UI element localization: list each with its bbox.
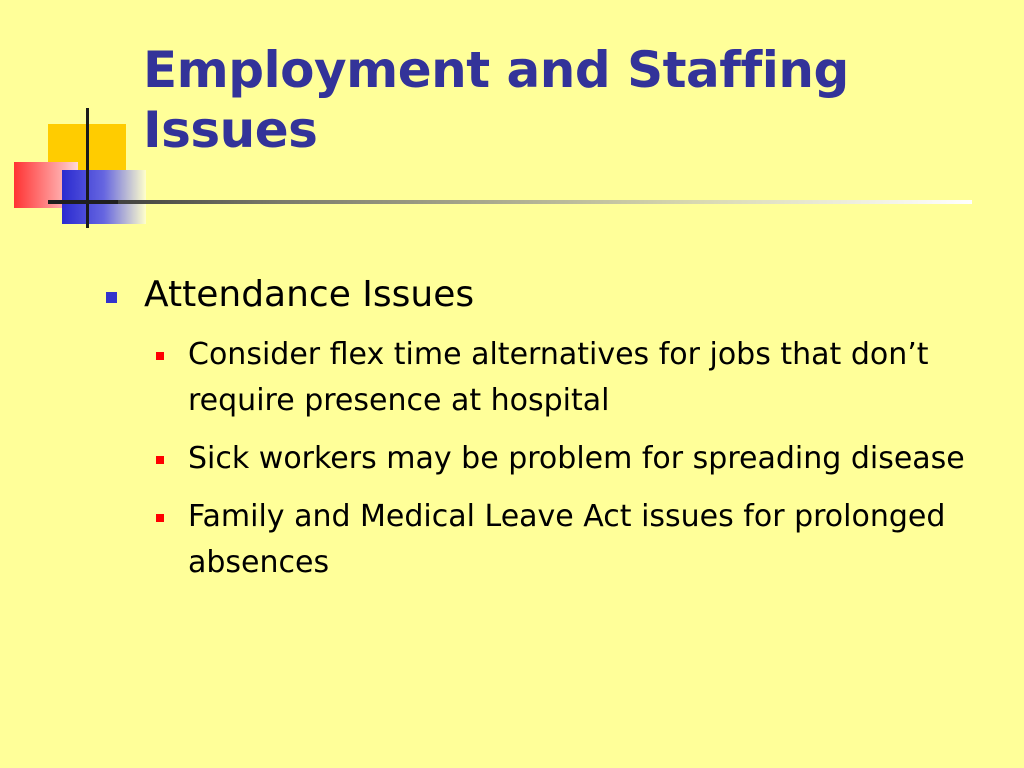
square-bullet-icon [156, 456, 164, 464]
title-underline [48, 200, 972, 204]
square-bullet-icon [106, 292, 117, 303]
blue-gradient-square [62, 170, 146, 224]
sub-bullet-text: Consider flex time alternatives for jobs that don’t require presence at hospital [188, 337, 929, 418]
sub-bullet-text: Family and Medical Leave Act issues for prolonged absences [188, 499, 946, 580]
sub-bullet-list [104, 332, 984, 586]
slide-content [104, 270, 984, 598]
vertical-rule [86, 108, 89, 228]
title-underline-dark-segment [48, 200, 118, 204]
sub-bullet-item [188, 436, 968, 482]
square-bullet-icon [156, 514, 164, 522]
square-bullet-icon [156, 352, 164, 360]
sub-bullet-item [188, 332, 968, 424]
bullet-text: Attendance Issues [144, 274, 475, 315]
slide-title: Employment and Staffing Issues [143, 41, 849, 159]
sub-bullet-text: Sick workers may be problem for spreading disease [188, 441, 965, 476]
bullet-item-level1 [104, 270, 984, 320]
sub-bullet-item [188, 494, 968, 586]
